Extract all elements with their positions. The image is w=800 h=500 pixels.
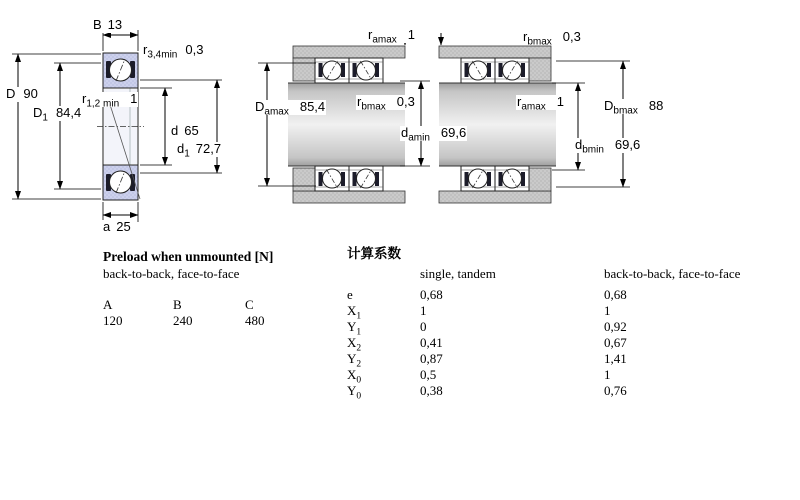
dim-label-D1: $D_1$ 84,4 xyxy=(33,105,82,124)
factor-row-label: e xyxy=(347,287,353,302)
factor-row-label: $Y_0$ xyxy=(347,383,362,402)
factors-col2-header: back-to-back, face-to-face xyxy=(604,266,741,281)
factors-title: 计算系数 xyxy=(347,246,401,261)
dim-label-ramax-mid: $r_{amax}$ 1 xyxy=(368,27,416,46)
dim-label-D: D 90 xyxy=(6,86,38,101)
factor-row-label: $X_0$ xyxy=(347,367,362,386)
dim-label-rbmax-right: $r_{bmax}$ 0,3 xyxy=(523,29,581,48)
preload-subtitle: back-to-back, face-to-face xyxy=(103,266,240,281)
factor-value-paired: 0,92 xyxy=(604,319,627,334)
dim-label-a: a 25 xyxy=(103,219,131,234)
dim-label-dbmin: $d_{bmin}$ 69,6 xyxy=(575,137,641,156)
bearing-pair-bottom xyxy=(315,166,383,191)
factor-value-single: 0,87 xyxy=(420,351,443,366)
dim-label-Dbmax: $D_{bmax}$ 88 xyxy=(604,98,664,117)
dim-label-ramax-right: $r_{amax}$ 1 xyxy=(517,94,565,113)
factor-value-paired: 1 xyxy=(604,367,611,382)
preload-col-C: C xyxy=(245,297,254,312)
factor-row-label: $Y_1$ xyxy=(347,319,362,338)
factors-col1-header: single, tandem xyxy=(420,266,496,281)
preload-value-B: 240 xyxy=(173,313,193,328)
dim-label-r12min: $r_{1,2 min}$ 1 xyxy=(82,91,138,110)
dim-label-damin: $d_{amin}$ 69,6 xyxy=(401,125,467,144)
factor-value-paired: 1 xyxy=(604,303,611,318)
factor-value-single: 1 xyxy=(420,303,427,318)
factor-value-single: 0,38 xyxy=(420,383,443,398)
dim-label-B: B 13 xyxy=(93,17,123,32)
factor-value-single: 0,68 xyxy=(420,287,443,302)
preload-col-A: A xyxy=(103,297,113,312)
factor-row-label: $X_2$ xyxy=(347,335,362,354)
preload-title: Preload when unmounted [N] xyxy=(103,249,274,264)
bearing-pair-top xyxy=(461,58,529,83)
factor-value-single: 0,5 xyxy=(420,367,437,382)
factor-row-label: $X_1$ xyxy=(347,303,362,322)
dim-label-rbmax-mid: $r_{bmax}$ 0,3 xyxy=(357,94,415,113)
dim-label-d1: $d_1$ 72,7 xyxy=(177,141,222,160)
middle-arrangement-drawing xyxy=(258,33,430,203)
factor-value-paired: 0,68 xyxy=(604,287,627,302)
preload-value-C: 480 xyxy=(245,313,265,328)
bearing-pair-top xyxy=(315,58,383,83)
factor-row-label: $Y_2$ xyxy=(347,351,362,370)
bearing-pair-bottom xyxy=(461,166,529,191)
factor-value-paired: 0,67 xyxy=(604,335,627,350)
factor-value-single: 0,41 xyxy=(420,335,443,350)
factor-value-paired: 1,41 xyxy=(604,351,627,366)
factor-value-single: 0 xyxy=(420,319,427,334)
preload-value-A: 120 xyxy=(103,313,123,328)
factor-value-paired: 0,76 xyxy=(604,383,627,398)
preload-col-B: B xyxy=(173,297,182,312)
dim-label-Damax: $D_{amax}$ 85,4 xyxy=(255,99,326,118)
dim-label-d: d 65 xyxy=(171,123,199,138)
right-arrangement-drawing xyxy=(439,33,630,203)
dim-label-r34min: $r_{3,4min}$ 0,3 xyxy=(143,42,204,61)
